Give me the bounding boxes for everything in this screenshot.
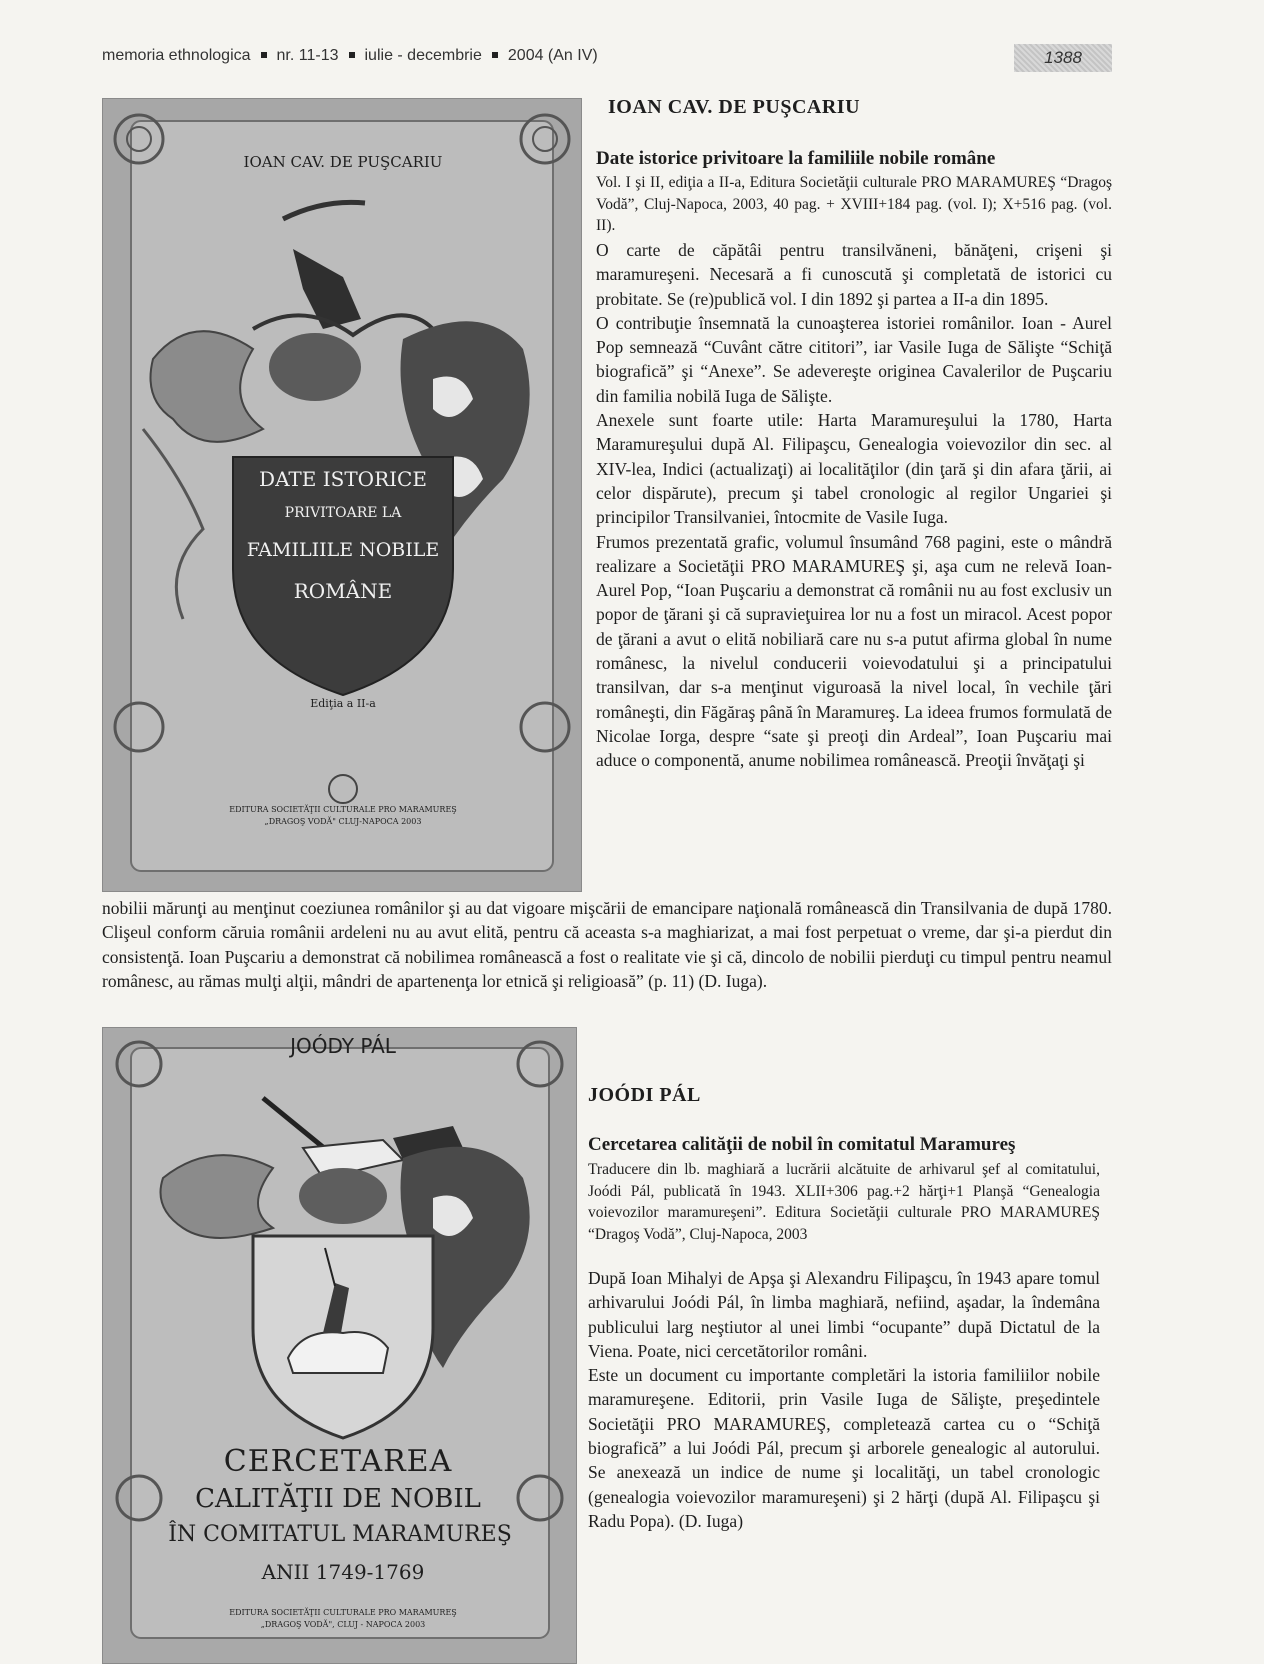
book-cover-puscariu <box>102 98 582 892</box>
cover-title-line: PRIVITOARE LA <box>284 505 402 521</box>
cover-title-line: ÎN COMITATUL MARAMUREŞ <box>168 1522 512 1547</box>
page-number: 1388 <box>1014 44 1112 72</box>
square-bullet-icon <box>261 52 267 58</box>
review-book-title: Cercetarea calităţii de nobil în comitatul Maramureş <box>588 1134 1016 1155</box>
review-paragraph: Frumos prezentată grafic, volumul însumând 768 pagini, este o mândră realizare a Societăţii PRO MARAMUREŞ şi, aşa cum ne relevă Ioan-Aurel Pop, “Ioan Puşcariu a demonstrat că românii nu au fost exclusiv un popor de ţărani şi că supravieţuirea lor nu a fost un miracol. Acest popor de ţărani a avut o elită nobiliară care nu s-a putut afirma global în nume românesc, la nivelul conducerii voievodatului şi a principatului transilvan, dar s-a menţinut viguroasă la nivel local, în vechile ţări româneşti, din Făgăraş până în Maramureş. La ideea frumos formulată de Nicolae Iorga, despre “sate şi preoţi din Ardeal”, Ioan Puşcariu mai aduce o componentă, anume nobilimea românească. Preoţii învăţaţi şi <box>596 531 1112 771</box>
review-body <box>596 238 1112 773</box>
square-bullet-icon <box>492 52 498 58</box>
cover-author: JOÓDY PÁL <box>290 1034 396 1058</box>
running-header <box>102 44 1112 74</box>
issue-period: iulie - decembrie <box>364 47 482 64</box>
cover-years: ANII 1749-1769 <box>261 1560 425 1584</box>
journal-name: memoria ethnologica <box>102 47 251 64</box>
review-book-metadata: Traducere din lb. maghiară a lucrării alcătuite de arhivarul şef al comitatului, Joódi Pál, publicată în 1943. XLII+306 pag.+2 hărţi+1 Planşă “Genealogia voievozilor maramureşeni”. Editura Societăţii culturale PRO MARAMUREŞ “Dragoş Vodă”, Cluj-Napoca, 2003 <box>588 1161 1100 1243</box>
cover-title-line: ROMÂNE <box>293 579 393 603</box>
cover-publisher: EDITURA SOCIETĂŢII CULTURALE PRO MARAMUREŞ <box>229 1608 457 1617</box>
review-author-heading: IOAN CAV. DE PUŞCARIU <box>608 96 861 118</box>
cover-artwork <box>103 99 581 891</box>
review-author-heading: JOÓDI PÁL <box>588 1084 701 1106</box>
review-paragraph: După Ioan Mihalyi de Apşa şi Alexandru Filipaşcu, în 1943 apare tomul arhivarului Joódi Pál, în limba maghiară, nefiind, aşadar, la îndemâna publicului larg neştiutor al unei limbi “ocupante” după Dictatul de la Viena. Poate, nici cercetătorilor români. <box>588 1268 1100 1361</box>
cover-title-line: FAMILIILE NOBILE <box>246 539 440 561</box>
cover-author: IOAN CAV. DE PUŞCARIU <box>243 153 443 171</box>
review-book-metadata: Vol. I şi II, ediţia a II-a, Editura Societăţii culturale PRO MARAMUREŞ “Dragoş Vodă”, Cluj-Napoca, 2003, 40 pag. + XVIII+184 pag. (vol. I); X+516 pag. (vol. II). <box>596 174 1112 234</box>
review-paragraph: Anexele sunt foarte utile: Harta Maramureşului la 1780, Harta Maramureşului după Al. Filipaşcu, Genealogia voievozilor din sec. al XIV-lea, Indici (actualizaţi) ai localităţilor (din ţară şi din afara ţării, ai celor dispărute), precum şi tabel cronologic al regilor Ungariei şi principilor Transilvaniei, întocmite de Vasile Iuga. <box>596 410 1112 528</box>
cover-edition: Ediţia a II-a <box>310 697 376 710</box>
cover-title-line: CALITĂŢII DE NOBIL <box>195 1484 481 1514</box>
cover-publisher: „DRAGOŞ VODĂ", CLUJ - NAPOCA 2003 <box>260 1620 426 1629</box>
issue-year: 2004 (An IV) <box>507 47 598 64</box>
review-paragraph: O carte de căpătâi pentru transilvăneni, bănăţeni, crişeni şi maramureşeni. Necesară a fi cunoscută şi completată de istorici cu probitate. Se (re)publică vol. I din 1892 şi partea a II-a din 1895. <box>596 240 1112 309</box>
review-paragraph: O contribuţie însemnată la cunoaşterea istoriei românilor. Ioan - Aurel Pop semnează “Cuvânt către cititori”, iar Vasile Iuga de Sălişte “Schiţă biografică” şi “Anexe”. Se adevereşte originea Cavalerilor de Puşcariu din familia nobilă Iuga de Sălişte. <box>596 312 1112 406</box>
review-paragraph: Este un document cu importante completări la istoria familiilor nobile maramureşene. Editorii, prin Vasile Iuga de Sălişte, preşedintele Societăţii PRO MARAMUREŞ, completează cartea cu o “Schiţă biografică” a lui Joódi Pál, precum şi arborele genealogic al autorului. Se anexează un indice de nume şi localităţi, un tabel cronologic (genealogia voievozilor maramureşeni) şi 2 hărţi (după Al. Filipaşcu şi Radu Popa). (D. Iuga) <box>588 1365 1100 1531</box>
square-bullet-icon <box>349 52 355 58</box>
journal-info <box>102 47 598 65</box>
cover-title-line: DATE ISTORICE <box>259 467 427 491</box>
cover-title-line: CERCETAREA <box>223 1444 453 1479</box>
review-continuation: nobilii mărunţi au menţinut coeziunea românilor şi au dat vigoare mişcării de emancipare naţională românească din Transilvania de după 1780. Clişeul conform căruia românii ardeleni nu au avut elită, pentru că aceasta s-a maghiarizat, a mai fost perpetuat o vreme, dar şi-a pierdut din consistenţă. Ioan Puşcariu a demonstrat că nobilimea românească a fost o realitate vie şi că, dincolo de nobilii pierduţi cu timpul pentru neamul românesc, au rămas mulţi alţii, mândri de apartenenţa lor etnică şi religioasă” (p. 11) (D. Iuga). <box>102 898 1112 991</box>
cover-publisher: EDITURA SOCIETĂŢII CULTURALE PRO MARAMUREŞ <box>229 805 457 814</box>
issue-number: nr. 11-13 <box>276 47 339 64</box>
book-cover-joody <box>102 1027 577 1664</box>
review-book-title: Date istorice privitoare la familiile nobile române <box>596 148 996 169</box>
cover-publisher: „DRAGOŞ VODĂ" CLUJ-NAPOCA 2003 <box>264 817 422 826</box>
review-body <box>588 1266 1100 1533</box>
